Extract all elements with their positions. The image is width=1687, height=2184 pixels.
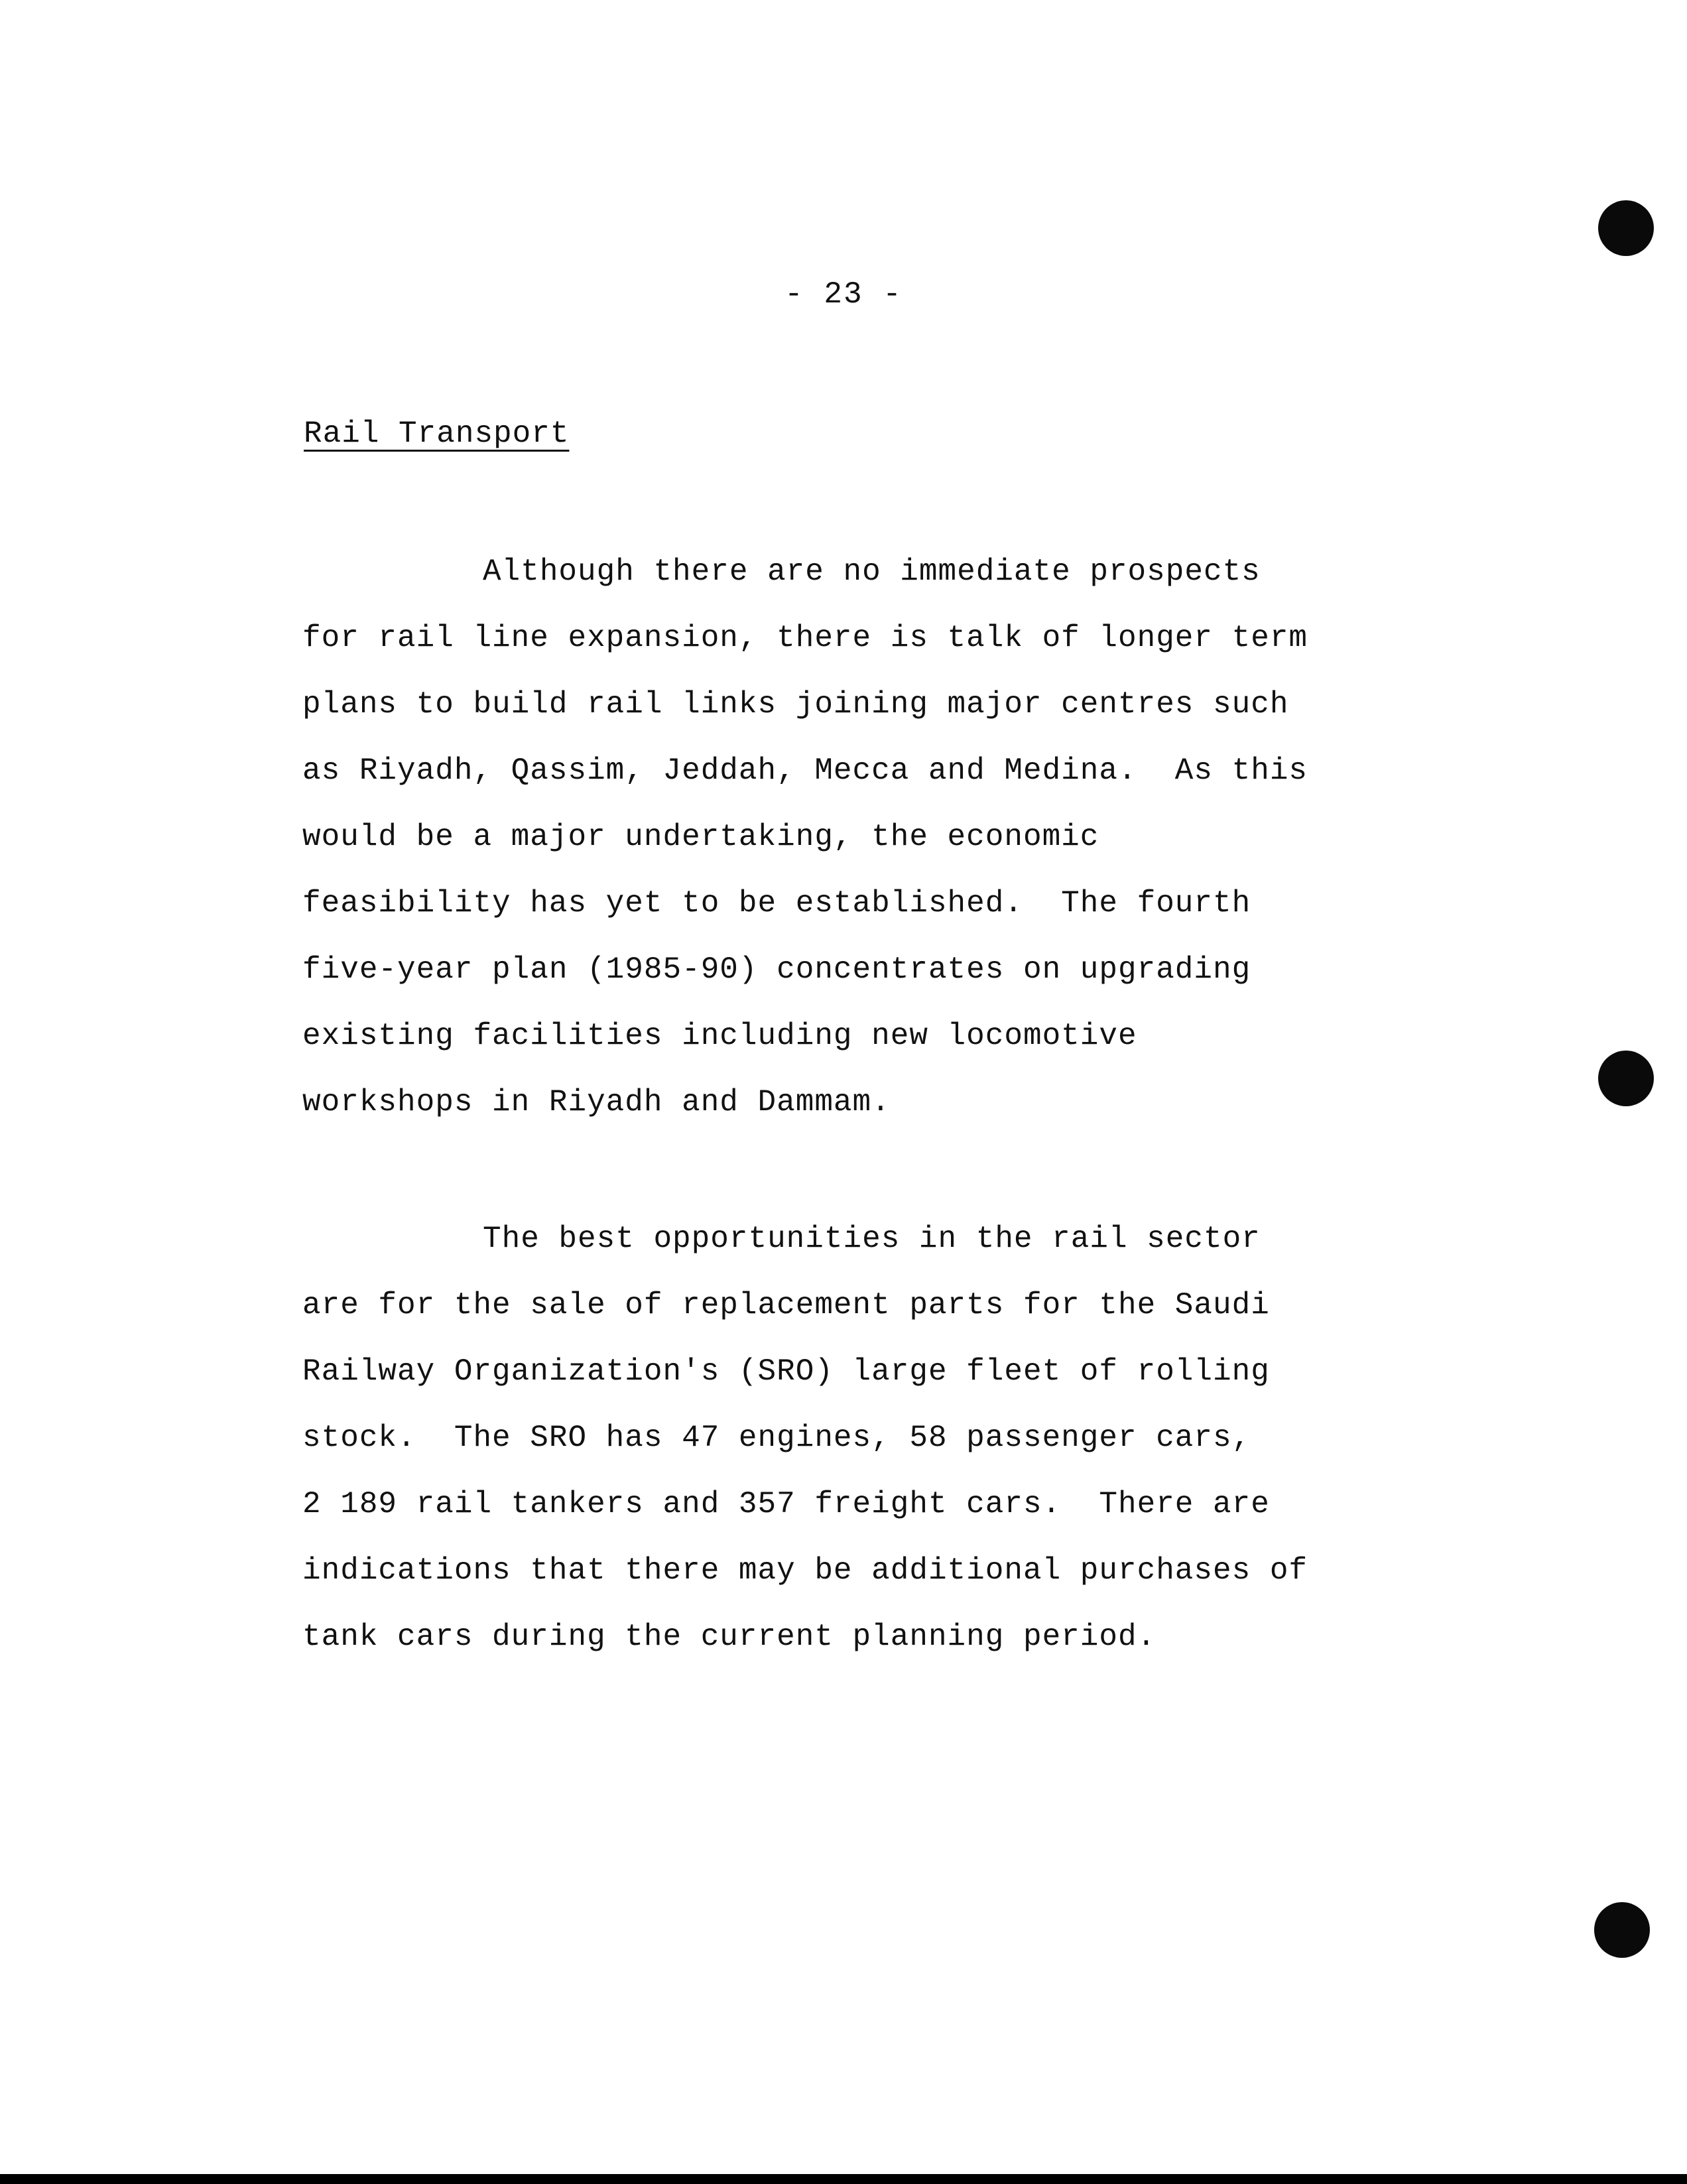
paragraph-line: feasibility has yet to be established. The fourth	[302, 886, 1251, 921]
scan-bottom-border	[0, 2174, 1687, 2184]
paragraph-line: would be a major undertaking, the economic	[302, 820, 1099, 854]
paragraph-rail-opportunities	[302, 1206, 1308, 1670]
paragraph-line: for rail line expansion, there is talk of longer term	[302, 621, 1308, 655]
paragraph-line: workshops in Riyadh and Dammam.	[302, 1085, 891, 1120]
paragraph-line: stock. The SRO has 47 engines, 58 passenger cars,	[302, 1421, 1251, 1455]
paragraph-line: as Riyadh, Qassim, Jeddah, Mecca and Medina. As this	[302, 753, 1308, 788]
punch-hole	[1594, 1902, 1650, 1958]
paragraph-line: are for the sale of replacement parts for the Saudi	[302, 1288, 1270, 1322]
page-number: - 23 -	[784, 277, 903, 312]
paragraph-line: Railway Organization's (SRO) large fleet of rolling	[302, 1354, 1270, 1389]
paragraph-line: Although there are no immediate prospects	[483, 554, 1261, 589]
punch-hole	[1598, 1051, 1654, 1106]
paragraph-line: The best opportunities in the rail sector	[483, 1222, 1261, 1256]
paragraph-line: tank cars during the current planning period.	[302, 1620, 1156, 1654]
paragraph-line: 2 189 rail tankers and 357 freight cars. There are	[302, 1487, 1270, 1521]
paragraph-line: five-year plan (1985-90) concentrates on upgrading	[302, 952, 1251, 987]
section-heading: Rail Transport	[304, 417, 570, 451]
paragraph-line: indications that there may be additional purchases of	[302, 1553, 1308, 1588]
paragraph-rail-expansion	[302, 539, 1308, 1135]
paragraph-line: existing facilities including new locomotive	[302, 1019, 1137, 1053]
paragraph-line: plans to build rail links joining major centres such	[302, 687, 1289, 722]
punch-hole	[1598, 200, 1654, 256]
